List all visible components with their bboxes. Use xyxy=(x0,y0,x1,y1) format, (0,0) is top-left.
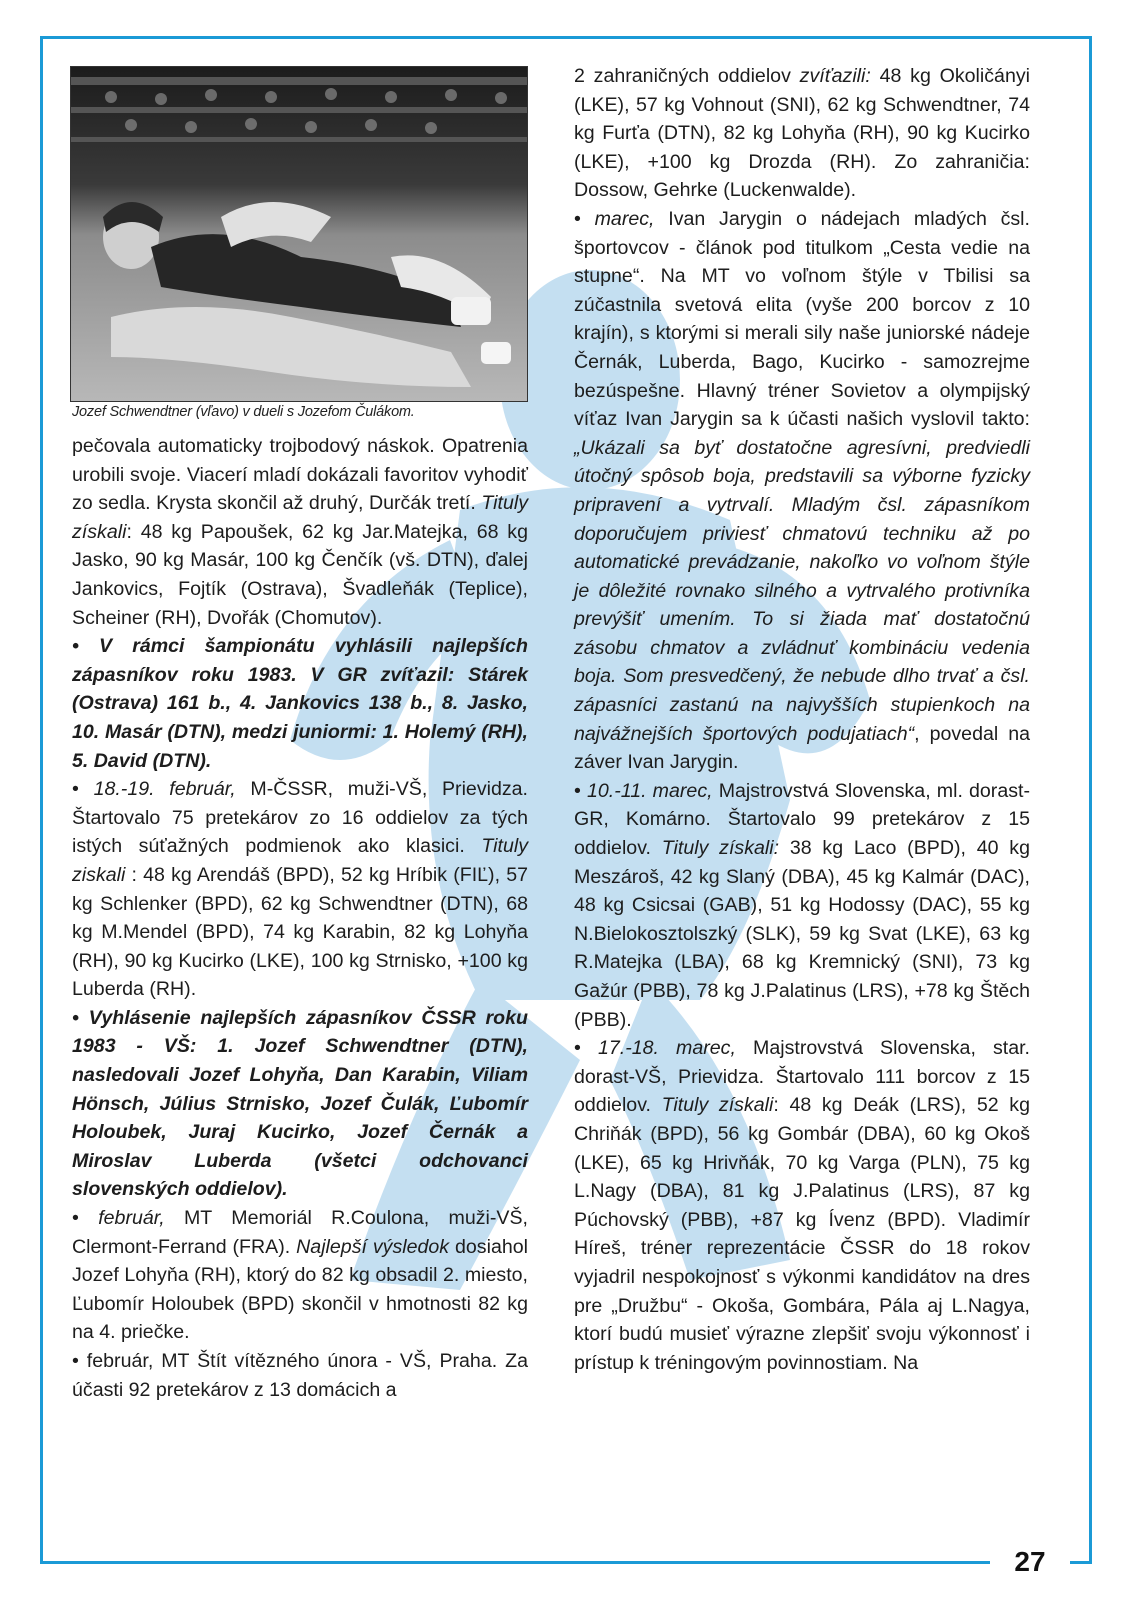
text-span: 18.-19. február, xyxy=(93,778,236,801)
text-span: pečovala automaticky trojbodový náskok. Opatrenia urobili svoje. Viacerí mladí dokázali favoritov vyhodiť zo sedla. Krysta skončil až druhý, Durčák tretí. xyxy=(72,435,528,515)
text-span: 2 zahraničných oddielov xyxy=(574,65,800,87)
paragraph-ml-dorast xyxy=(574,777,1030,1034)
text-span: zvíťazili: xyxy=(799,65,871,87)
wrestling-photo xyxy=(70,66,528,402)
text-span: M-ČSSR, muži-VŠ, Prievidza. Štartovalo 75 pretekárov zo 16 oddielov za tých istých súťažných podmienok ako klasici. xyxy=(72,778,528,858)
text-span: • xyxy=(72,1207,99,1230)
text-span: 10.-11. marec, xyxy=(587,779,713,802)
text-span: : 48 kg Arendáš (BPD), 52 kg Hríbik (FIĽ), 57 kg Schlenker (BPD), 62 kg Schwendtner (DTN), 68 kg M.Mendel (BPD), 74 kg Karabin, 82 kg Lohyňa (RH), 90 kg Kucirko (LKE), 100 kg Strnisko, +100 kg Luberda (RH). xyxy=(72,863,528,1001)
paragraph-1 xyxy=(72,432,528,632)
text-span: Tituly získali: xyxy=(661,837,780,860)
text-span: • xyxy=(574,1037,598,1060)
text-span: február, xyxy=(98,1207,165,1230)
text-span: marec, xyxy=(594,207,655,230)
page-number: 27 xyxy=(1000,1540,1060,1584)
right-column xyxy=(574,62,1030,1377)
paragraph-star-dorast xyxy=(574,1034,1030,1377)
paragraph-best-wrestlers-gr: • V rámci šampionátu vyhlásili najlepších zápasníkov roku 1983. V GR zvíťazil: Stárek (Ostrava) 161 b., 4. Jankovics 138 b., 8. Jasko, 10. Masár (DTN), medzi juniormi: 1. Holemý (RH), 5. David (DTN). xyxy=(72,635,528,772)
text-span: 17.-18. marec, xyxy=(597,1037,736,1060)
text-span: , povedal na záver Ivan Jarygin. xyxy=(574,722,1030,774)
paragraph-continued xyxy=(574,62,1030,205)
text-span: Majstrovstvá Slovenska, ml. dorast-GR, Komárno. Štartovalo 99 pretekárov z 15 oddielov. xyxy=(574,779,1030,860)
paragraph-jarygin xyxy=(574,205,1030,777)
text-span: 38 kg Laco (BPD), 40 kg Meszároš, 42 kg Slaný (DBA), 45 kg Kalmár (DAC), 48 kg Csicsai (GAB), 51 kg Hodossy (DAC), 55 kg N.Bielokosztolszký (SLK), 59 kg Svat (LKE), 63 kg R.Matejka (LBA), 68 kg Kremnický (SNI), 73 kg Gažúr (PBB), 78 kg J.Palatinus (LRS), +78 kg Štěch (PBB). xyxy=(574,837,1031,1031)
text-span: : 48 kg Papoušek, 62 kg Jar.Matejka, 68 kg Jasko, 90 kg Masár, 100 kg Čenčík (vš. DTN), ďalej Jankovics, Fojtík (Ostrava), Švadleňák (Teplice), Scheiner (RH), Dvořák (Chomutov). xyxy=(72,520,528,629)
text-span: Ivan Jarygin o nádejach mladých čsl. športovcov - článok pod titulkom „Cesta vedie na stupne“. Na MT vo voľnom štýle v Tbilisi sa zúčastnila svetová elita (vyše 200 borcov z 10 krajín), s ktorými si merali sily naše juniorské nádeje Černák, Luberda, Bago, Kucirko - samozrejme bezúspešne. Hlavný tréner Sovietov a olympijský víťaz Ivan Jarygin sa k účasti našich vyslovil takto: xyxy=(574,207,1030,431)
photo-caption: Jozef Schwendtner (vľavo) v dueli s Jozefom Čulákom. xyxy=(72,404,415,420)
text-span: 48 kg Okoličányi (LKE), 57 kg Vohnout (SNI), 62 kg Schwendtner, 74 kg Furťa (DTN), 82 kg Lohyňa (RH), 90 kg Kucirko (LKE), +100 kg Drozda (RH). Zo zahraničia: Dossow, Gehrke (Luckenwalde). xyxy=(574,65,1031,202)
paragraph-stit-vitezneho-unora: • február, MT Štít vítězného února - VŠ, Praha. Za účasti 92 pretekárov z 13 domácich a xyxy=(72,1350,528,1401)
text-span: • xyxy=(574,207,595,230)
text-span: Tituly získali xyxy=(72,492,528,543)
left-column xyxy=(72,432,528,1404)
text-span: MT Memoriál R.Coulona, muži-VŠ, Clermont-Ferrand (FRA). xyxy=(72,1207,528,1258)
paragraph-coulon-memorial xyxy=(72,1204,528,1347)
text-span: • xyxy=(72,778,94,801)
quote-span: „Ukázali sa byť dostatočne agresívni, predviedli útočný spôsob boja, predstavili sa výborne fyzicky pripravení a vytrvalí. Mladým čsl. zápasníkom doporučujem priviesť chmatovú techniku až po automatické prevádzanie, nakoľko vo voľnom štýle je dôležité rovnako silného a vytrvalého protivníka prevýšiť umením. To si žiada mať dostatočnú zásobu chmatov a zvládnuť kombináciu vedenia boja. Som presvedčený, že nebude dlho trvať a čsl. zápasníci zastanú na najvyšších stupienkoch na najvážnejších športových podujatiach“ xyxy=(574,436,1030,745)
text-span: Tituly ziskali xyxy=(72,835,528,886)
text-span: Tituly získali xyxy=(661,1094,774,1117)
text-span: dosiahol Jozef Lohyňa (RH), ktorý do 82 kg obsadil 2. miesto, Ľubomír Holoubek (BPD) skončil v hmotnosti 82 kg na 4. priečke. xyxy=(72,1235,529,1344)
paragraph-m-cssr xyxy=(72,775,528,1004)
wrestling-photo-image xyxy=(71,67,528,402)
text-span: Najlepší výsledok xyxy=(296,1235,450,1258)
text-span: Majstrovstvá Slovenska, star. dorast-VŠ, Prievidza. Štartovalo 111 borcov z 15 oddielov. xyxy=(574,1037,1031,1117)
paragraph-best-wrestlers-cssr: • Vyhlásenie najlepších zápasníkov ČSSR roku 1983 - VŠ: 1. Jozef Schwendtner (DTN), nasledovali Jozef Lohyňa, Dan Karabin, Viliam Hönsch, Július Strnisko, Jozef Čulák, Ľubomír Holoubek, Juraj Kucirko, Jozef Černák a Miroslav Luberda (všetci odchovanci slovenských oddielov). xyxy=(72,1006,528,1201)
text-span: • xyxy=(574,779,587,802)
text-span: : 48 kg Deák (LRS), 52 kg Chriňák (BPD), 56 kg Gombár (DBA), 60 kg Okoš (LKE), 65 kg Hrivňák, 70 kg Varga (PLN), 75 kg L.Nagy (DBA), 81 kg J.Palatinus (LRS), 87 kg Púchovský (PBB), +87 kg Ívenz (BPD). Vladimír Híreš, tréner reprezentácie ČSSR do 18 rokov vyjadril nespokojnosť s výkonmi kandidátov na dres pre „Družbu“ - Okoša, Gombára, Pála aj L.Nagya, ktorí budú musieť výrazne zlepšiť svoju výkonnosť i prístup k tréningovým povinnostiam. Na xyxy=(574,1094,1030,1374)
